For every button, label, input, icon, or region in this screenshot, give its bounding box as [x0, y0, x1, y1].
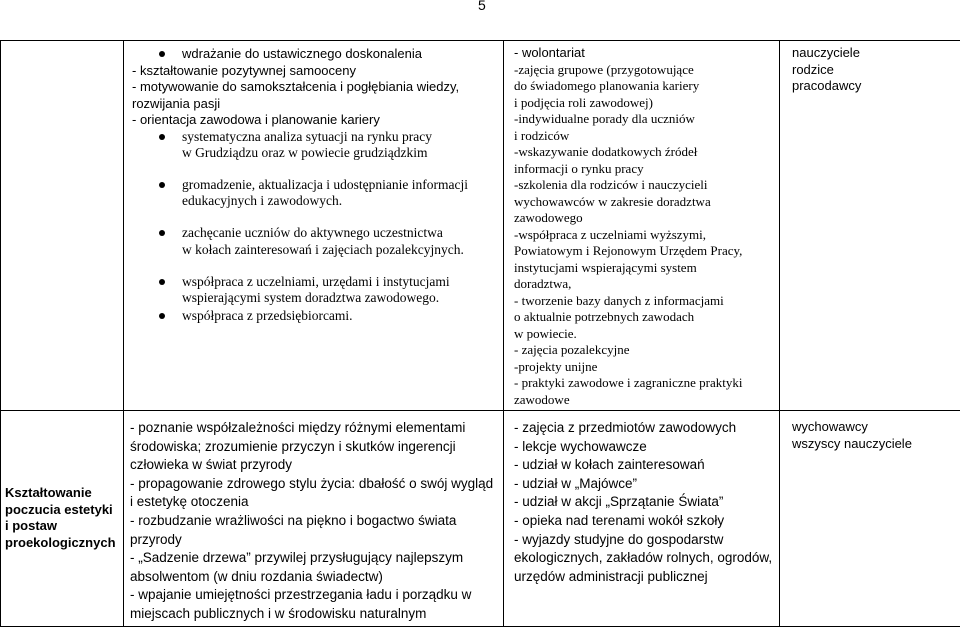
row1-forms-cell — [504, 41, 780, 411]
text-line: - udział w kołach zainteresowań — [514, 456, 775, 475]
row2-tasks-cell — [124, 411, 504, 627]
bullet-text: w Grudziądzu oraz w powiecie grudziądzkim — [182, 145, 499, 161]
bullet-icon — [159, 313, 165, 319]
bullet-text: wdrażanie do ustawicznego doskonalenia — [182, 46, 499, 63]
text-line: - lekcje wychowawcze — [514, 438, 775, 457]
list-item — [132, 46, 499, 63]
text-line: - praktyki zawodowe i zagraniczne praktyki — [514, 375, 775, 392]
page-number: 5 — [478, 0, 486, 13]
bullet-icon — [159, 51, 165, 57]
text-line: nauczyciele — [792, 45, 956, 62]
text-line: - motywowanie do samokształcenia i pogłębiania wiedzy, — [132, 79, 499, 96]
bullet-text: w kołach zainteresowań i zajęciach pozalekcyjnych. — [182, 242, 499, 258]
text-line: instytucjami wspierającymi system — [514, 260, 775, 277]
text-line: - opieka nad terenami wokół szkoły — [514, 512, 775, 531]
text-line: Powiatowym i Rejonowym Urzędem Pracy, — [514, 243, 775, 260]
text-line: - zajęcia z przedmiotów zawodowych — [514, 419, 775, 438]
text-line: urzędów administracji publicznej — [514, 568, 775, 587]
text-line: przyrody — [130, 531, 499, 550]
text-line: Kształtowanie — [5, 485, 119, 502]
text-line: -indywidualne porady dla uczniów — [514, 111, 775, 128]
bullet-icon — [159, 230, 165, 236]
list-item — [132, 308, 499, 324]
row2-forms-cell — [504, 411, 780, 627]
text-line: człowieka w świat przyrody — [130, 456, 499, 475]
text-line: wychowawców w zakresie doradztwa — [514, 194, 775, 211]
text-line: doradztwa, — [514, 276, 775, 293]
text-line: - rozbudzanie wrażliwości na piękno i bogactwo świata — [130, 512, 499, 531]
text-line: - poznanie współzależności między różnymi elementami — [130, 419, 499, 438]
row2-responsible-cell — [780, 411, 960, 627]
text-line: - orientacja zawodowa i planowanie kariery — [132, 112, 499, 129]
text-line: zawodowe — [514, 392, 775, 409]
text-line: - udział w akcji „Sprzątanie Świata” — [514, 493, 775, 512]
list-item — [132, 225, 499, 257]
bullet-icon — [159, 182, 165, 188]
bullet-text: wspierającymi system doradztwa zawodowego. — [182, 290, 499, 306]
bullet-text: zachęcanie uczniów do aktywnego uczestnictwa — [182, 225, 499, 241]
text-line: - udział w „Majówce” — [514, 475, 775, 494]
text-line: - wolontariat — [514, 45, 775, 62]
row1-label-cell — [1, 41, 124, 411]
content-table — [0, 40, 960, 627]
text-line: - „Sadzenie drzewa” przywilej przysługujący najlepszym — [130, 549, 499, 568]
bullet-text: gromadzenie, aktualizacja i udostępnianie informacji — [182, 177, 499, 193]
bullet-text: systematyczna analiza sytuacji na rynku pracy — [182, 129, 499, 145]
bullet-text: współpraca z przedsiębiorcami. — [182, 308, 499, 324]
text-line: rozwijania pasji — [132, 96, 499, 113]
table-row — [1, 411, 960, 627]
text-line: i podjęcia roli zawodowej) — [514, 95, 775, 112]
table-row — [1, 41, 960, 411]
text-line: środowiska; zrozumienie przyczyn i skutków ingerencji — [130, 438, 499, 457]
text-line: poczucia estetyki — [5, 502, 119, 519]
text-line: i estetykę otoczenia — [130, 493, 499, 512]
list-item — [132, 177, 499, 209]
text-line: - propagowanie zdrowego stylu życia: dbałość o swój wygląd — [130, 475, 499, 494]
row1-tasks-cell — [124, 41, 504, 411]
text-line: - wpajanie umiejętności przestrzegania ładu i porządku w — [130, 586, 499, 605]
text-line: - tworzenie bazy danych z informacjami — [514, 293, 775, 310]
text-line: absolwentom (w dniu rozdania świadectw) — [130, 568, 499, 587]
text-line: - zajęcia pozalekcyjne — [514, 342, 775, 359]
text-line: do świadomego planowania kariery — [514, 78, 775, 95]
row1-responsible-cell — [780, 41, 960, 411]
text-line: -współpraca z uczelniami wyższymi, — [514, 227, 775, 244]
list-item — [132, 274, 499, 306]
text-line: rodzice — [792, 62, 956, 79]
row2-label-cell — [1, 411, 124, 627]
text-line: wszyscy nauczyciele — [792, 436, 956, 453]
list-item — [132, 129, 499, 161]
text-line: i postaw — [5, 518, 119, 535]
text-line: ekologicznych, zakładów rolnych, ogrodów, — [514, 549, 775, 568]
text-line: -projekty unijne — [514, 359, 775, 376]
text-line: pracodawcy — [792, 78, 956, 95]
text-line: informacji o rynku pracy — [514, 161, 775, 178]
text-line: - kształtowanie pozytywnej samooceny — [132, 63, 499, 80]
text-line: -zajęcia grupowe (przygotowujące — [514, 62, 775, 79]
text-line: o aktualnie potrzebnych zawodach — [514, 309, 775, 326]
text-line: -szkolenia dla rodziców i nauczycieli — [514, 177, 775, 194]
text-line: zawodowego — [514, 210, 775, 227]
text-line: proekologicznych — [5, 535, 119, 552]
text-line: wychowawcy — [792, 419, 956, 436]
text-line: -wskazywanie dodatkowych źródeł — [514, 144, 775, 161]
bullet-text: edukacyjnych i zawodowych. — [182, 193, 499, 209]
text-line: miejscach publicznych i w środowisku naturalnym — [130, 605, 499, 624]
bullet-icon — [159, 134, 165, 140]
text-line: i rodziców — [514, 128, 775, 145]
text-line: w powiecie. — [514, 326, 775, 343]
text-line: - wyjazdy studyjne do gospodarstw — [514, 531, 775, 550]
bullet-icon — [159, 279, 165, 285]
bullet-text: współpraca z uczelniami, urzędami i instytucjami — [182, 274, 499, 290]
